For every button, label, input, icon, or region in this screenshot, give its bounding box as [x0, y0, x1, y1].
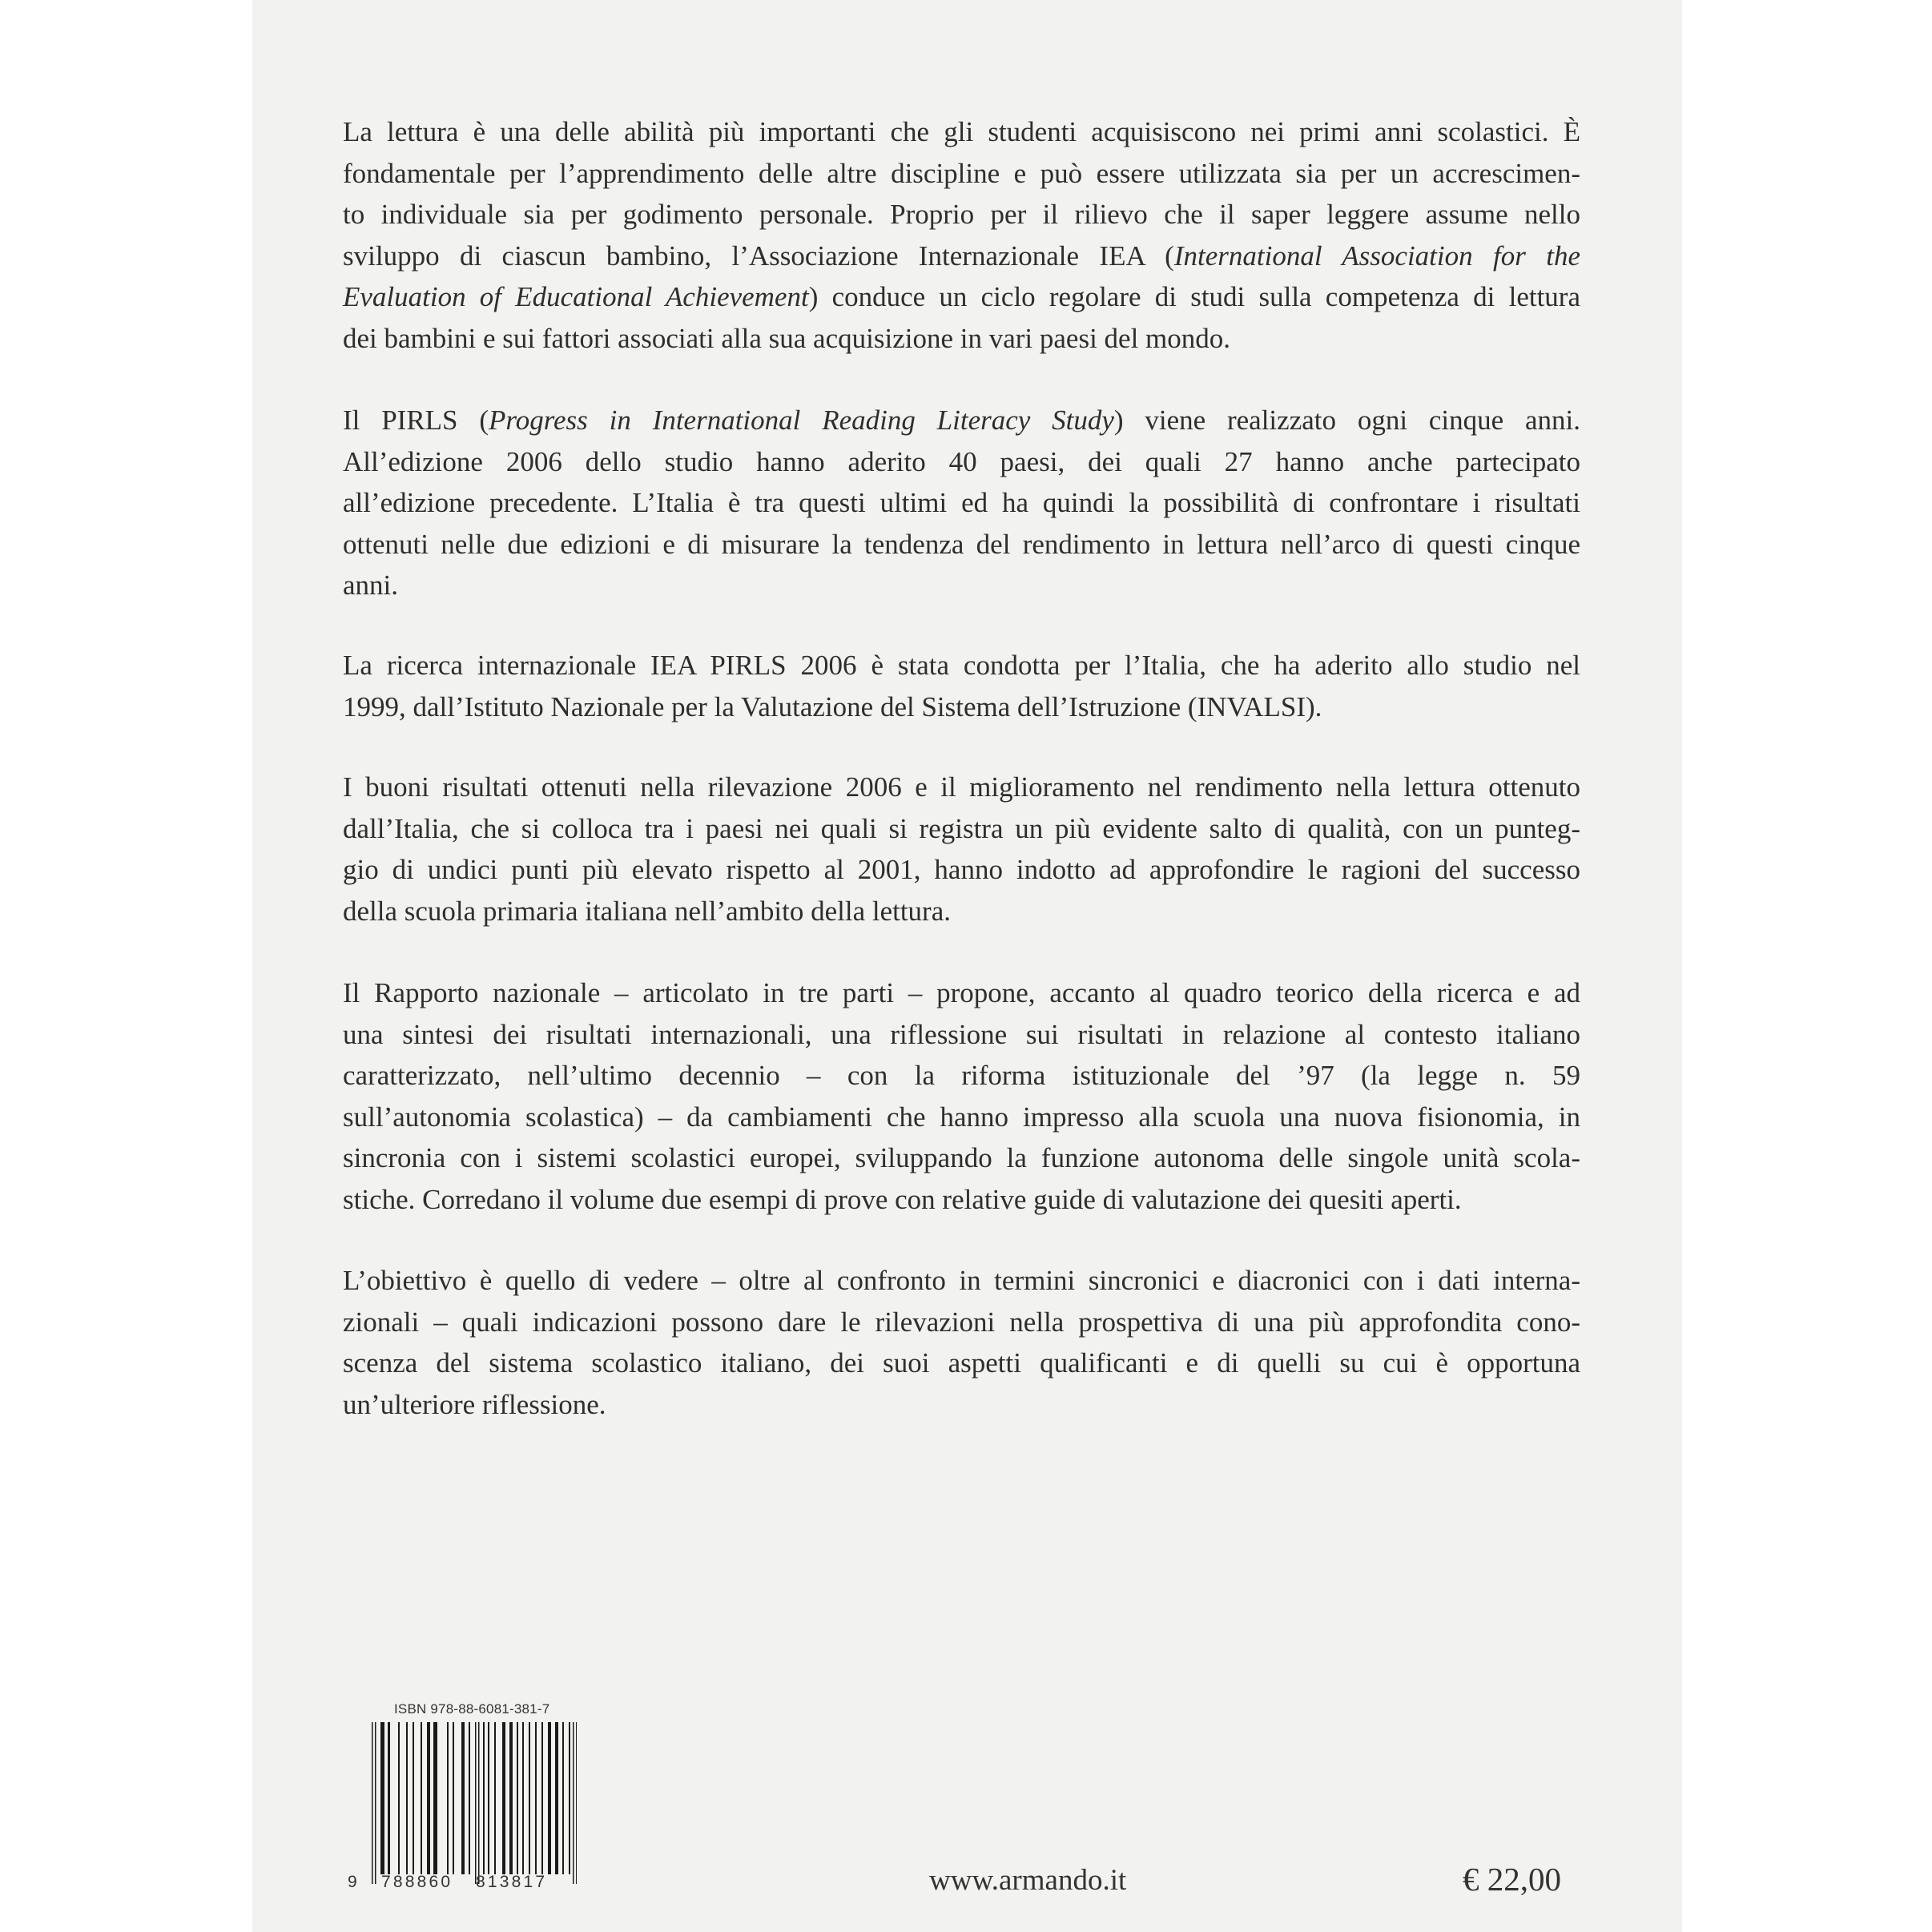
- text: una sintesi dei risultati internazionali, una riflessione sui risultati in relazione al contesto italiano: [343, 1018, 1580, 1050]
- text: zionali – quali indicazioni possono dare le rilevazioni nella prospettiva di una più approfondita cono-: [343, 1306, 1580, 1338]
- text: anni.: [343, 570, 399, 601]
- paragraph-3: [343, 645, 1580, 727]
- text: della scuola primaria italiana nell’ambito della lettura.: [343, 895, 951, 927]
- barcode-digit-first: 9: [348, 1873, 357, 1891]
- text-line: [343, 972, 1580, 1014]
- paragraph-6: [343, 1260, 1580, 1425]
- paragraph-2: [343, 400, 1580, 606]
- text-line: [343, 849, 1580, 891]
- text-line: [343, 767, 1580, 808]
- barcode-digits-left: 788860: [381, 1873, 453, 1891]
- text-line: [343, 808, 1580, 850]
- text-line: [343, 1384, 1580, 1426]
- italic-text: Evaluation of Educational Achievement: [343, 281, 809, 312]
- text-line: [343, 645, 1580, 686]
- text-line: [343, 1097, 1580, 1138]
- text-line: [343, 686, 1580, 728]
- text-line: [343, 276, 1580, 318]
- text-line: [343, 194, 1580, 235]
- isbn-label: ISBN 978-88-6081-381-7: [394, 1701, 550, 1717]
- text-line: [343, 482, 1580, 524]
- text-line: [343, 565, 1580, 606]
- text: sincronia con i sistemi scolastici europei, sviluppando la funzione autonoma delle singole unità scola-: [343, 1142, 1580, 1173]
- text: sviluppo di ciascun bambino, l’Associazione Internazionale IEA (: [343, 239, 1174, 272]
- text: La ricerca internazionale IEA PIRLS 2006 è stata condotta per l’Italia, che ha aderito allo studio nel: [343, 650, 1580, 681]
- text: un’ulteriore riflessione.: [343, 1388, 606, 1420]
- italic-text: International Association for the: [1173, 239, 1580, 272]
- text-line: [343, 1260, 1580, 1302]
- text: L’obiettivo è quello di vedere – oltre al confronto in termini sincronici e diacronici con i dati interna-: [343, 1265, 1580, 1296]
- text-line: [343, 318, 1580, 360]
- text-line: [343, 111, 1580, 153]
- paragraph-5: [343, 972, 1580, 1220]
- publisher-website: www.armando.it: [929, 1864, 1127, 1897]
- text-line: [343, 235, 1580, 277]
- text-line: [343, 1014, 1580, 1056]
- paragraph-4: [343, 767, 1580, 932]
- text-line: [343, 1179, 1580, 1221]
- text: dall’Italia, che si colloca tra i paesi nei quali si registra un più evidente salto di qualità, con un punteg-: [343, 812, 1580, 844]
- text: to individuale sia per godimento personale. Proprio per il rilievo che il saper leggere assume nello: [343, 199, 1580, 230]
- text: I buoni risultati ottenuti nella rilevazione 2006 e il miglioramento nel rendimento nella lettura ottenuto: [343, 771, 1580, 803]
- text: stiche. Corredano il volume due esempi di prove con relative guide di valutazione dei quesiti aperti.: [343, 1183, 1462, 1215]
- text: dei bambini e sui fattori associati alla sua acquisizione in vari paesi del mondo.: [343, 322, 1231, 354]
- text: caratterizzato, nell’ultimo decennio – con la riforma istituzionale del ’97 (la legge n. 59: [343, 1060, 1580, 1091]
- text-line: [343, 1342, 1580, 1384]
- barcode-digits: [348, 1873, 580, 1895]
- text: All’edizione 2006 dello studio hanno aderito 40 paesi, dei quali 27 hanno anche partecipato: [343, 445, 1580, 477]
- barcode-icon: [372, 1722, 577, 1884]
- price-label: € 22,00: [1463, 1861, 1561, 1898]
- text-line: [343, 441, 1580, 483]
- text: La lettura è una delle abilità più importanti che gli studenti acquisiscono nei primi anni scolastici. È: [343, 116, 1580, 147]
- text-line: [343, 153, 1580, 195]
- text-line: [343, 1137, 1580, 1179]
- barcode-digits-right: 813817: [476, 1873, 548, 1891]
- text-line: [343, 891, 1580, 932]
- text: ottenuti nelle due edizioni e di misurare la tendenza del rendimento in lettura nell’arco di questi cinque: [343, 528, 1580, 560]
- text: ) viene realizzato ogni cinque anni.: [1113, 405, 1580, 436]
- text-line: [343, 1302, 1580, 1343]
- text: Il PIRLS (: [343, 405, 489, 436]
- text: fondamentale per l’apprendimento delle altre discipline e può essere utilizzata sia per un accrescimen-: [343, 157, 1580, 189]
- text-line: [343, 1055, 1580, 1097]
- text-line: [343, 524, 1580, 566]
- paragraph-1: [343, 111, 1580, 359]
- text: 1999, dall’Istituto Nazionale per la Valutazione del Sistema dell’Istruzione (INVALSI).: [343, 690, 1322, 722]
- text-line: [343, 400, 1580, 441]
- text: ) conduce un ciclo regolare di studi sulla competenza di lettura: [808, 281, 1580, 312]
- italic-text: Progress in International Reading Literacy Study: [489, 405, 1114, 436]
- text: sull’autonomia scolastica) – da cambiamenti che hanno impresso alla scuola una nuova fisionomia, in: [343, 1101, 1580, 1133]
- text: all’edizione precedente. L’Italia è tra questi ultimi ed ha quindi la possibilità di confrontare i risultati: [343, 487, 1580, 518]
- text: scenza del sistema scolastico italiano, dei suoi aspetti qualificanti e di quelli su cui è opportuna: [343, 1347, 1580, 1379]
- text: gio di undici punti più elevato rispetto al 2001, hanno indotto ad approfondire le ragioni del successo: [343, 854, 1580, 885]
- text: Il Rapporto nazionale – articolato in tre parti – propone, accanto al quadro teorico della ricerca e ad: [343, 977, 1580, 1008]
